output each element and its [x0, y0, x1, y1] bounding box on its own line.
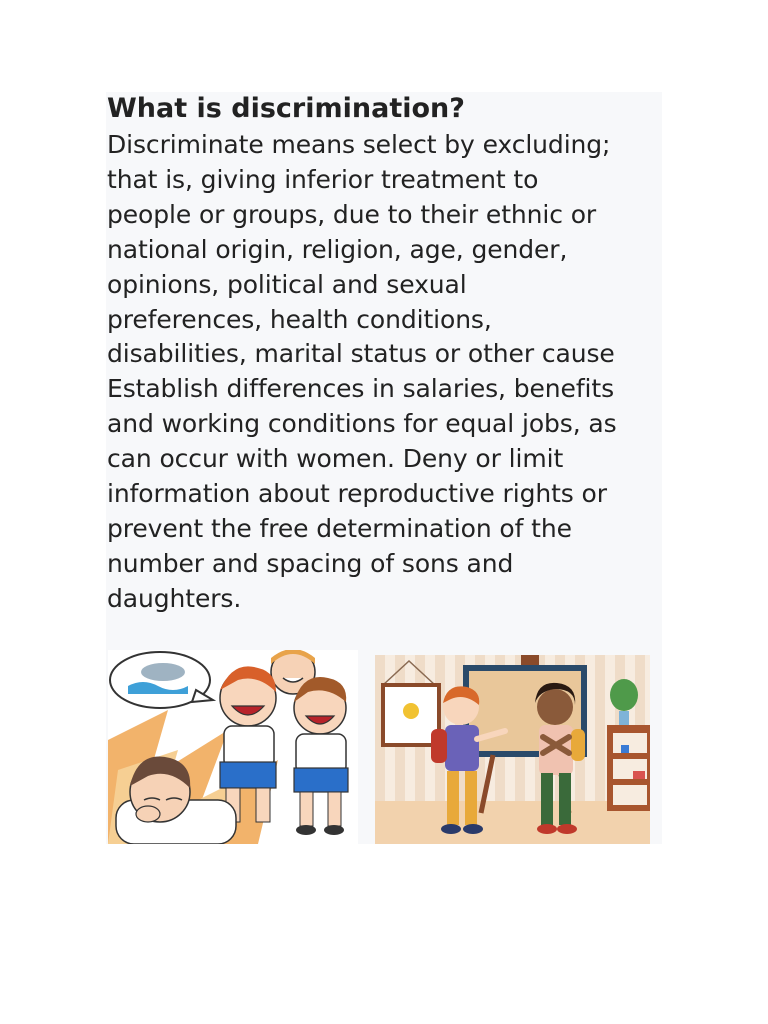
body-paragraph: Discriminate means select by excluding; that is, giving inferior treatment to people or groups, due to their ethnic or national origin, religion, age, gender, opinions, political and sexual preferences, health conditions, disabilities, marital status or other cause Establish differences in salaries, benefits and working conditions for equal jobs, as can occur with women. Deny or limit information about reproductive rights or prevent the free determination of the number and spacing of sons and daughters.: [107, 130, 617, 613]
page-title: What is discrimination?: [107, 93, 465, 124]
classroom-exclusion-cartoon-icon: [375, 655, 650, 844]
bullying-cartoon-icon: [108, 650, 358, 844]
